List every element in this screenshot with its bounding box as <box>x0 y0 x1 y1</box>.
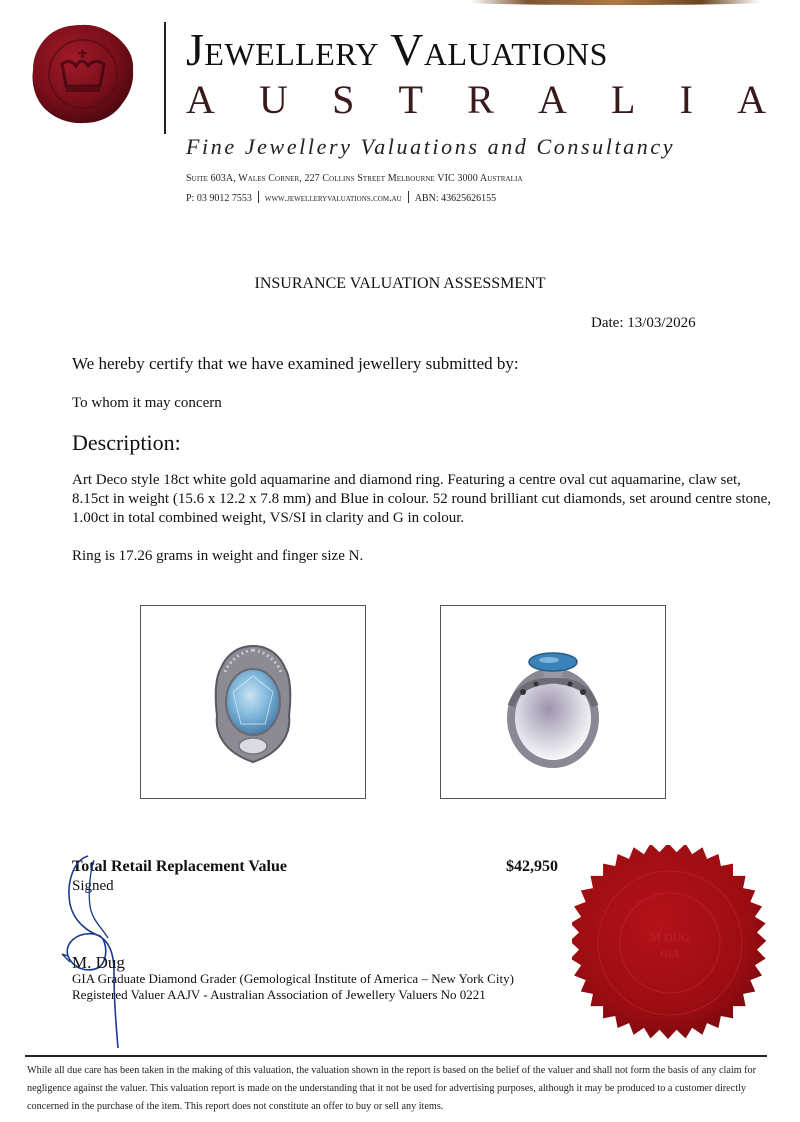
legal-disclaimer: While all due care has been taken in the making of this valuation, the valuation shown in the report is based on the belief of the valuer and shall not form the basis of any claim for negligence against the valuer. This valuation report is made on the understanding that it not be used for advertising purposes, although it may be produced to a customer directly concerned in the purchase of the item. This report does not constitute an offer to buy or sell any items. <box>27 1065 757 1112</box>
company-address: Suite 603A, Wales Corner, 227 Collins Street Melbourne VIC 3000 Australia <box>186 173 523 184</box>
signed-label: Signed <box>72 878 114 894</box>
footer-divider <box>25 1055 767 1057</box>
abn-number: ABN: 43625626155 <box>414 193 497 204</box>
svg-text:M DUG: M DUG <box>650 930 690 944</box>
valuer-credential-gia: GIA Graduate Diamond Grader (Gemological Institute of America – New York City) <box>72 971 514 986</box>
ring-side-view-photo <box>440 605 666 799</box>
total-value-amount: $42,950 <box>506 858 558 875</box>
brand-title: Jewellery Valuations <box>186 24 608 75</box>
ring-top-view-icon <box>141 606 365 798</box>
ring-side-view-icon <box>441 606 665 798</box>
valuer-credential-aajv: Registered Valuer AAJV - Australian Association of Jewellery Valuers No 0221 <box>72 987 486 1002</box>
contact-line <box>186 191 496 206</box>
total-value-label: Total Retail Replacement Value <box>72 858 287 875</box>
country-letter: I <box>679 77 693 122</box>
country-letter: L <box>610 77 636 122</box>
separator <box>258 191 259 203</box>
submitter-name: To whom it may concern <box>72 395 222 411</box>
website-link[interactable]: www.jewelleryvaluations.com.au <box>264 193 402 204</box>
phone-number: P: 03 9012 7553 <box>186 193 252 204</box>
country-letter: A <box>186 77 215 122</box>
country-letter: A <box>537 77 567 122</box>
wax-seal-crown-icon <box>30 22 136 126</box>
country-letter: U <box>259 77 288 122</box>
top-decorative-strip <box>470 0 760 5</box>
ring-top-view-photo <box>140 605 366 799</box>
handwritten-signature <box>48 852 138 1052</box>
document-date: Date: 13/03/2026 <box>591 315 696 331</box>
country-letter: A <box>737 77 766 122</box>
valuer-name: M. Dug <box>72 953 125 972</box>
certify-statement: We hereby certify that we have examined jewellery submitted by: <box>72 354 519 373</box>
svg-text:GIA: GIA <box>660 948 680 960</box>
description-body: Art Deco style 18ct white gold aquamarine and diamond ring. Featuring a centre oval cut aquamarine, claw set, 8.15ct in weight (15.6 x 12.2 x 7.8 mm) and Blue in colour. 52 round brilliant cut diamonds, set around centre stone, 1.00ct in total combined weight, VS/SI in clarity and G in colour. <box>72 472 772 526</box>
brand-country <box>186 78 766 122</box>
separator <box>408 191 409 203</box>
country-letter: S <box>332 77 355 122</box>
document-heading: INSURANCE VALUATION ASSESSMENT <box>254 275 546 292</box>
red-certification-seal-icon <box>572 845 768 1041</box>
country-letter: R <box>467 77 494 122</box>
description-weight: Ring is 17.26 grams in weight and finger size N. <box>72 548 364 564</box>
brand-tagline: Fine Jewellery Valuations and Consultancy <box>186 134 676 159</box>
header-divider <box>164 22 166 134</box>
description-heading: Description: <box>72 430 181 455</box>
country-letter: T <box>398 77 423 122</box>
